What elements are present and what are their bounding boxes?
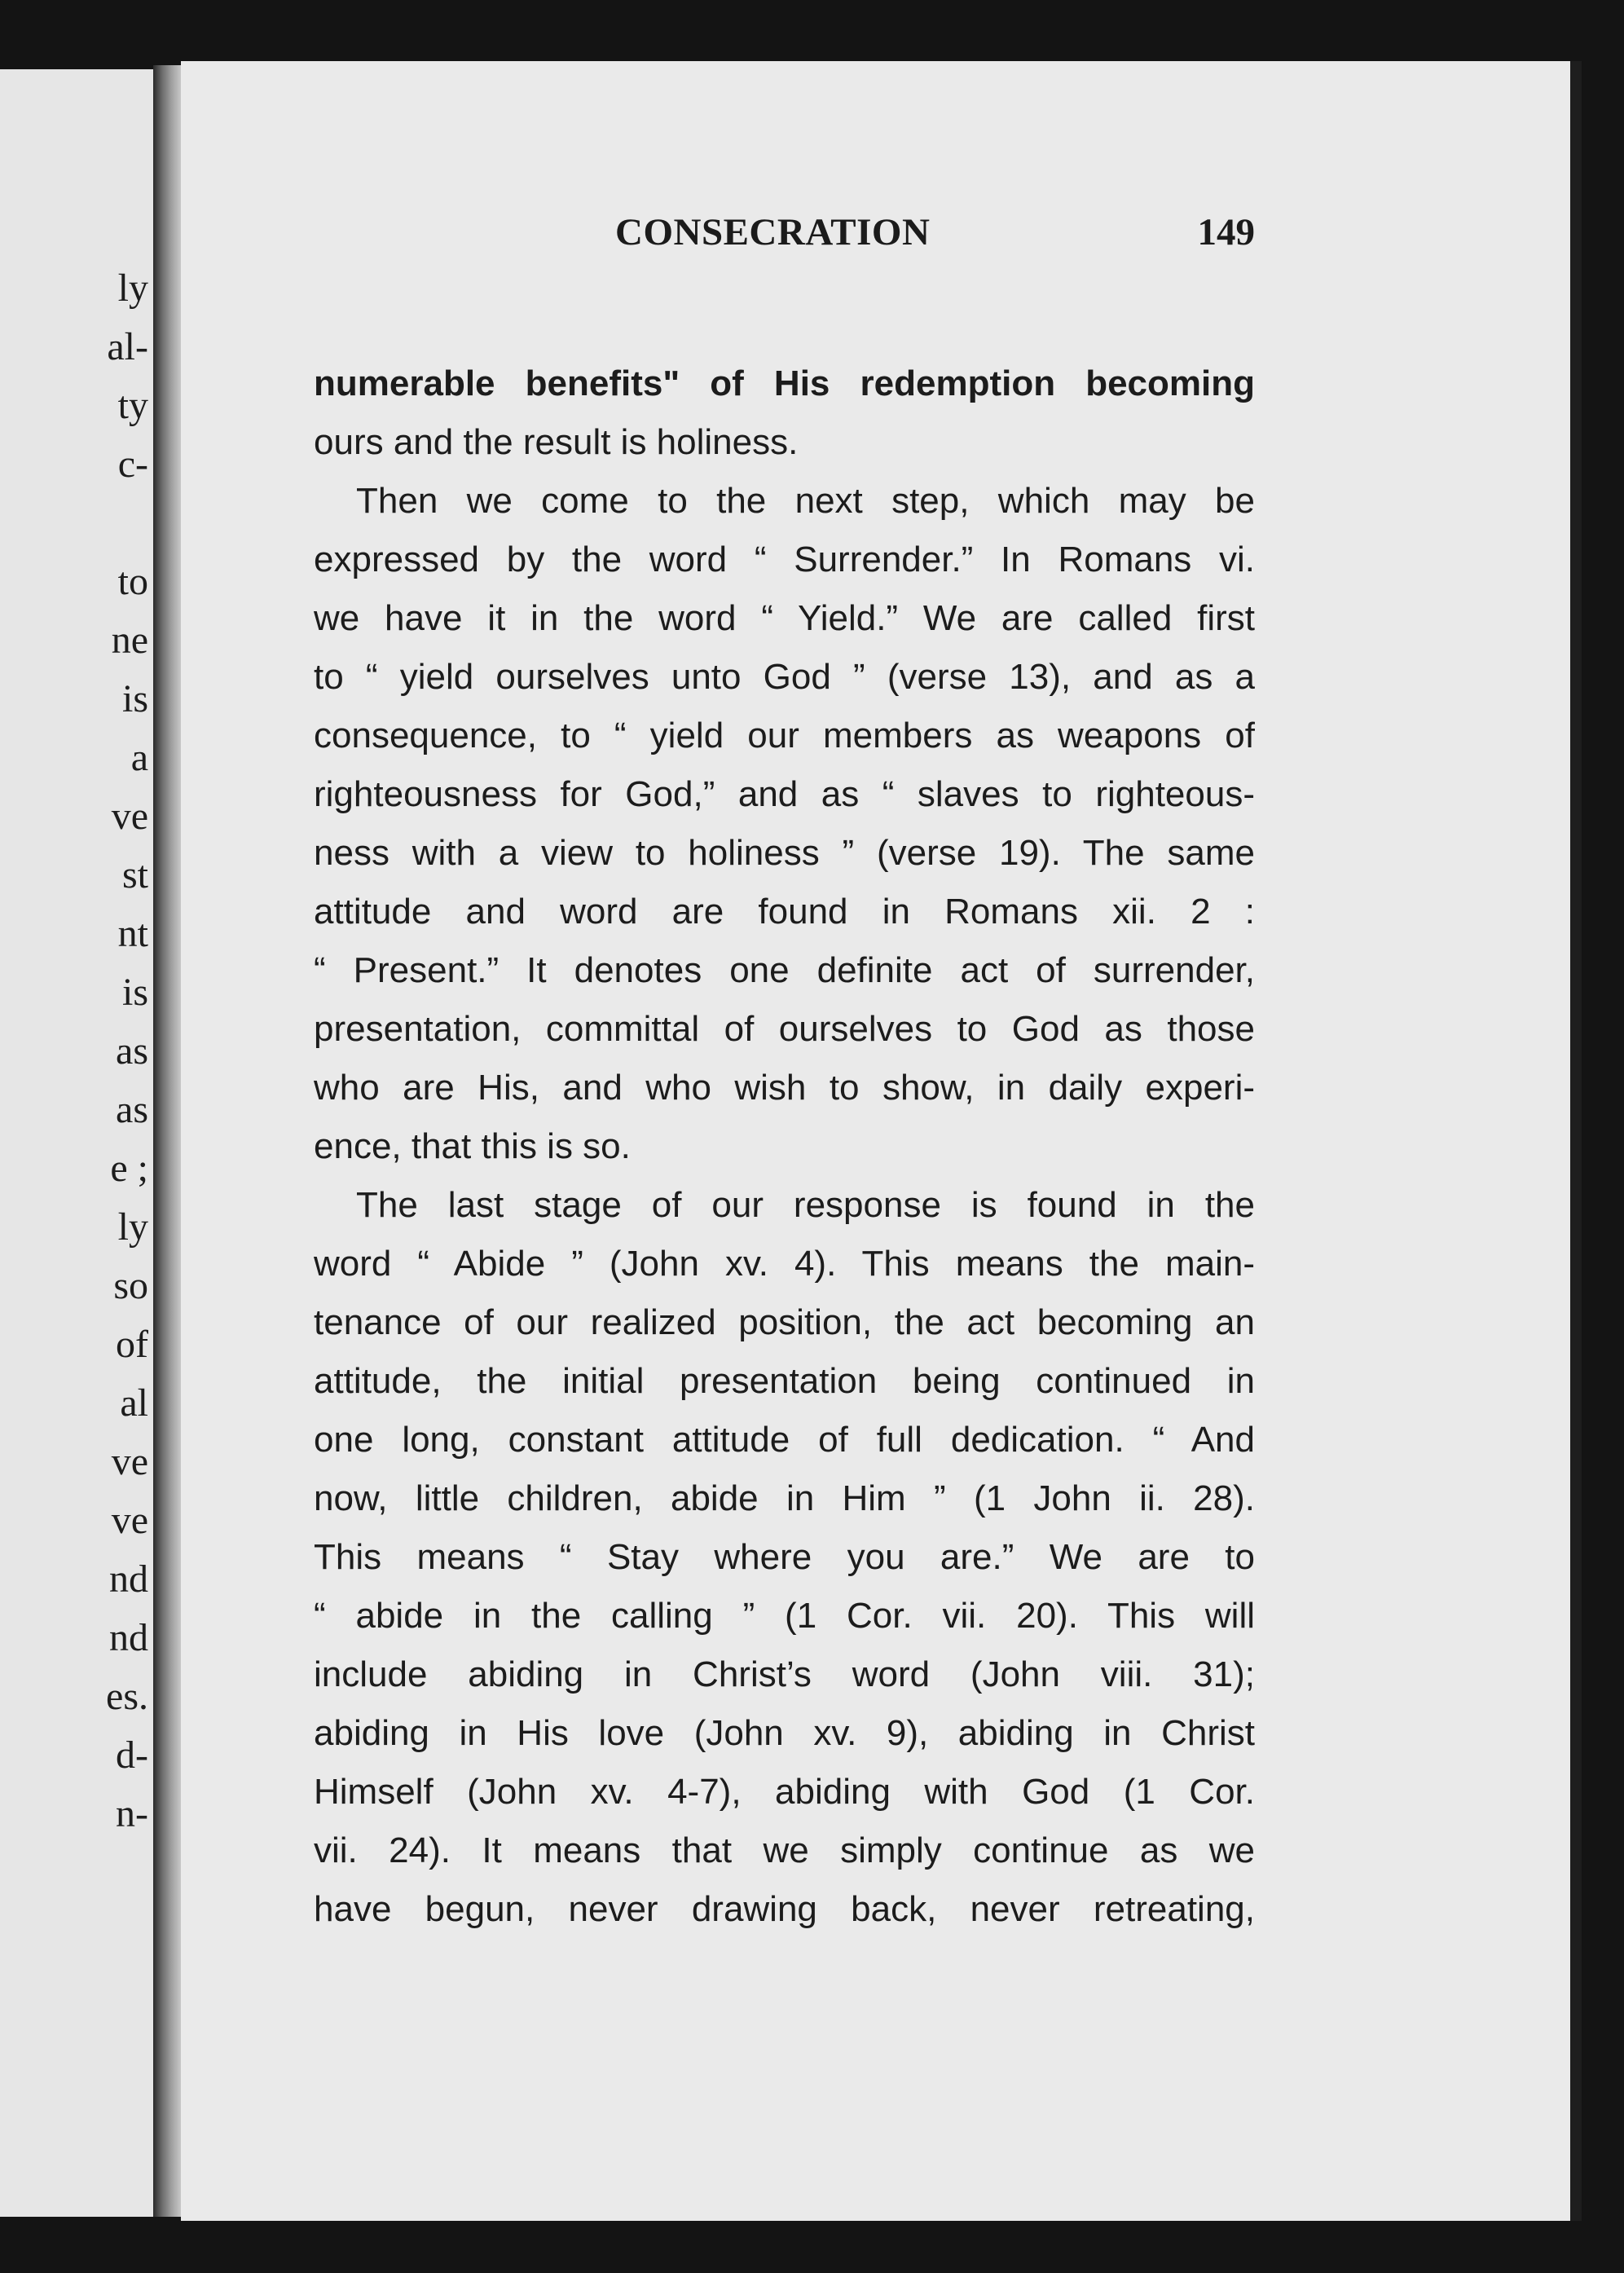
running-head: [314, 210, 1255, 267]
left-page-fragment: e ;: [110, 1147, 148, 1190]
left-page-fragment: ve: [111, 1499, 148, 1542]
text-line: The last stage of our response is found in the: [356, 1185, 1255, 1225]
left-page-fragment: as: [116, 1029, 148, 1073]
left-page-fragment: as: [116, 1088, 148, 1131]
left-page-fragment: ne: [111, 619, 148, 662]
text-line: “ abide in the calling ” (1 Cor. vii. 20). This will: [314, 1596, 1255, 1636]
left-page-fragment: ty: [117, 384, 148, 427]
text-line: have begun, never drawing back, never retreating,: [314, 1889, 1255, 1929]
left-page-fragment: d-: [116, 1733, 148, 1777]
text-line: Himself (John xv. 4-7), abiding with God (1 Cor.: [314, 1772, 1255, 1812]
left-page-fragment: c-: [117, 443, 148, 486]
text-line: Then we come to the next step, which may be: [356, 481, 1255, 521]
text-line: who are His, and who wish to show, in daily experi-: [314, 1068, 1255, 1108]
left-page-fragment: al-: [107, 325, 148, 368]
text-line: numerable benefits" of His redemption becoming: [314, 363, 1255, 403]
left-page: [0, 69, 159, 2217]
text-line: ence, that this is so.: [314, 1126, 631, 1166]
book-gutter: [153, 65, 183, 2217]
left-page-fragment: to: [117, 560, 148, 603]
text-line: include abiding in Christ’s word (John viii. 31);: [314, 1654, 1255, 1694]
text-line: ness with a view to holiness ” (verse 19). The same: [314, 833, 1255, 873]
text-line: presentation, committal of ourselves to God as those: [314, 1009, 1255, 1049]
text-line: expressed by the word “ Surrender.” In Romans vi.: [314, 540, 1255, 579]
left-page-fragment: n-: [116, 1792, 148, 1835]
left-page-fragment: of: [116, 1323, 148, 1366]
text-line: ours and the result is holiness.: [314, 422, 799, 462]
text-line: to “ yield ourselves unto God ” (verse 13), and as a: [314, 657, 1255, 697]
text-line: one long, constant attitude of full dedication. “ And: [314, 1420, 1255, 1460]
left-page-fragment: nd: [109, 1616, 148, 1659]
text-line: consequence, to “ yield our members as weapons of: [314, 716, 1255, 755]
left-page-fragment: is: [121, 677, 148, 720]
left-page-fragment: nd: [109, 1557, 148, 1601]
left-page-fragment: a: [130, 736, 148, 779]
body-text: [314, 355, 1255, 1939]
chapter-title: CONSECRATION: [615, 211, 931, 253]
text-line: word “ Abide ” (John xv. 4). This means the main-: [314, 1244, 1255, 1284]
left-page-fragment: ly: [117, 267, 148, 310]
text-line: now, little children, abide in Him ” (1 John ii. 28).: [314, 1478, 1255, 1518]
left-page-fragment: ve: [111, 795, 148, 838]
left-page-fragment: st: [121, 853, 148, 896]
left-page-fragment: es.: [106, 1675, 148, 1718]
text-line: This means “ Stay where you are.” We are to: [314, 1537, 1255, 1577]
text-line: righteousness for God,” and as “ slaves to righteous-: [314, 774, 1255, 814]
left-page-fragment: nt: [117, 912, 148, 955]
text-line: vii. 24). It means that we simply continue as we: [314, 1830, 1255, 1870]
left-page-fragment: ly: [117, 1205, 148, 1249]
text-line: “ Present.” It denotes one definite act of surrender,: [314, 950, 1255, 990]
text-line: attitude and word are found in Romans xii. 2 :: [314, 892, 1255, 932]
left-page-fragment: al: [120, 1381, 148, 1425]
left-page-fragment: ve: [111, 1440, 148, 1483]
text-line: tenance of our realized position, the act becoming an: [314, 1302, 1255, 1342]
text-line: attitude, the initial presentation being continued in: [314, 1361, 1255, 1401]
text-line: we have it in the word “ Yield.” We are called first: [314, 598, 1255, 638]
left-page-fragment: so: [113, 1264, 148, 1307]
text-line: abiding in His love (John xv. 9), abiding in Christ: [314, 1713, 1255, 1753]
page-number: 149: [1197, 211, 1255, 253]
left-page-fragment: is: [121, 971, 148, 1014]
